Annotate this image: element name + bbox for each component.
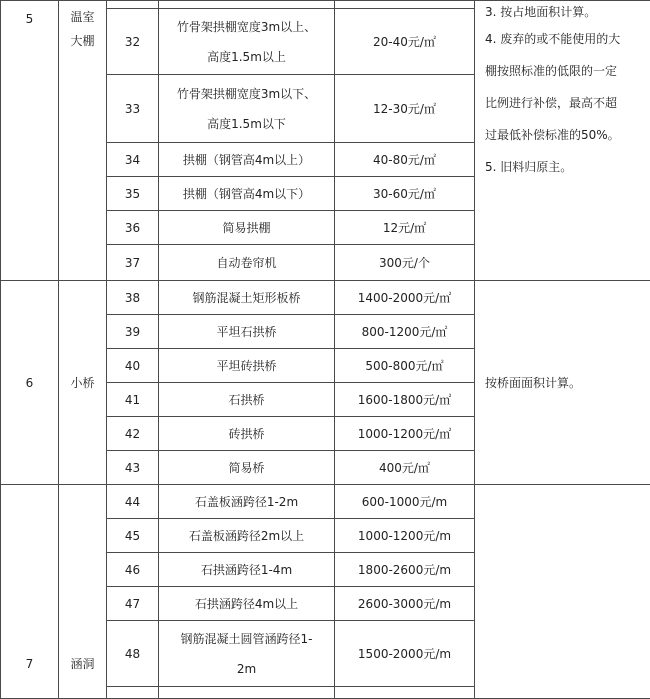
standard-cell: [335, 687, 475, 699]
standard-cell: 2600-3000元/m: [335, 587, 475, 621]
category-cell: 小桥: [59, 281, 107, 485]
standard-cell: 1400-2000元/㎡: [335, 281, 475, 315]
standard-cell: 1800-2600元/m: [335, 553, 475, 587]
item-line: 高度1.5m以下: [163, 109, 330, 139]
item-cell: 石拱桥: [159, 383, 335, 417]
table-row: [1, 281, 650, 315]
standard-cell: 30-60元/㎡: [335, 177, 475, 211]
item-cell: 简易桥: [159, 451, 335, 485]
note-line: 3. 按占地面积计算。: [485, 1, 644, 23]
notes-cell: [475, 1, 650, 281]
category-line: 温室: [63, 5, 102, 29]
no-cell: 45: [107, 519, 159, 553]
no-cell: [107, 687, 159, 699]
notes-cell: [475, 485, 650, 699]
item-cell: [159, 9, 335, 75]
item-cell: 石拱涵跨径4m以上: [159, 587, 335, 621]
table-row: [1, 1, 650, 9]
standard-cell: 20-40元/㎡: [335, 9, 475, 75]
item-cell: [159, 687, 335, 699]
item-cell: 钢筋混凝土矩形板桥: [159, 281, 335, 315]
standard-cell: 1000-1200元/m: [335, 519, 475, 553]
item-cell: 石拱涵跨径1-4m: [159, 553, 335, 587]
no-cell: 40: [107, 349, 159, 383]
item-cell: 拱棚（钢管高4m以下）: [159, 177, 335, 211]
item-line: 高度1.5m以上: [163, 42, 330, 72]
category-cell: [59, 1, 107, 281]
note-line: 4. 废弃的或不能使用的大: [485, 23, 644, 55]
no-cell: 39: [107, 315, 159, 349]
no-cell: 48: [107, 621, 159, 687]
item-cell: 平坦石拱桥: [159, 315, 335, 349]
no-cell: 35: [107, 177, 159, 211]
no-cell: 38: [107, 281, 159, 315]
no-cell: 43: [107, 451, 159, 485]
note-line: 过最低补偿标准的50%。: [485, 119, 644, 151]
note-line: 比例进行补偿，最高不超: [485, 87, 644, 119]
no-cell: 42: [107, 417, 159, 451]
no-cell: 32: [107, 9, 159, 75]
standard-cell: 500-800元/㎡: [335, 349, 475, 383]
item-cell: 拱棚（钢管高4m以上）: [159, 143, 335, 177]
item-cell: 简易拱棚: [159, 211, 335, 245]
item-cell: 石盖板涵跨径2m以上: [159, 519, 335, 553]
standard-cell: 12元/㎡: [335, 211, 475, 245]
no-cell: 36: [107, 211, 159, 245]
item-line: 竹骨架拱棚宽度3m以下、: [163, 79, 330, 109]
note-line: 5. 旧料归原主。: [485, 151, 644, 183]
item-cell: [159, 75, 335, 143]
standard-cell: 600-1000元/m: [335, 485, 475, 519]
no-cell: 37: [107, 245, 159, 281]
no-cell: 46: [107, 553, 159, 587]
standard-cell: 1500-2000元/m: [335, 621, 475, 687]
no-cell: 47: [107, 587, 159, 621]
standard-cell: [335, 1, 475, 9]
no-cell: 44: [107, 485, 159, 519]
item-cell: 平坦砖拱桥: [159, 349, 335, 383]
notes-cell: 按桥面面积计算。: [475, 281, 650, 485]
standard-cell: 12-30元/㎡: [335, 75, 475, 143]
standard-cell: 1600-1800元/㎡: [335, 383, 475, 417]
standard-cell: 800-1200元/㎡: [335, 315, 475, 349]
seq-cell: 6: [1, 281, 59, 485]
no-cell: 33: [107, 75, 159, 143]
standard-cell: 1000-1200元/㎡: [335, 417, 475, 451]
no-cell: [107, 1, 159, 9]
item-line: 2m: [163, 654, 330, 684]
item-cell: 石盖板涵跨径1-2m: [159, 485, 335, 519]
seq-cell: 5: [1, 1, 59, 281]
seq-cell: 7: [1, 485, 59, 699]
item-cell: 自动卷帘机: [159, 245, 335, 281]
category-cell: 涵洞: [59, 485, 107, 699]
item-cell: 砖拱桥: [159, 417, 335, 451]
standard-cell: 400元/㎡: [335, 451, 475, 485]
standard-cell: 40-80元/㎡: [335, 143, 475, 177]
item-line: 钢筋混凝土圆管涵跨径1-: [163, 624, 330, 654]
item-cell: [159, 1, 335, 9]
table-row: [1, 485, 650, 519]
no-cell: 41: [107, 383, 159, 417]
no-cell: 34: [107, 143, 159, 177]
note-line: 棚按照标准的低限的一定: [485, 55, 644, 87]
item-line: 竹骨架拱棚宽度3m以上、: [163, 12, 330, 42]
category-line: 大棚: [63, 29, 102, 53]
standard-cell: 300元/个: [335, 245, 475, 281]
